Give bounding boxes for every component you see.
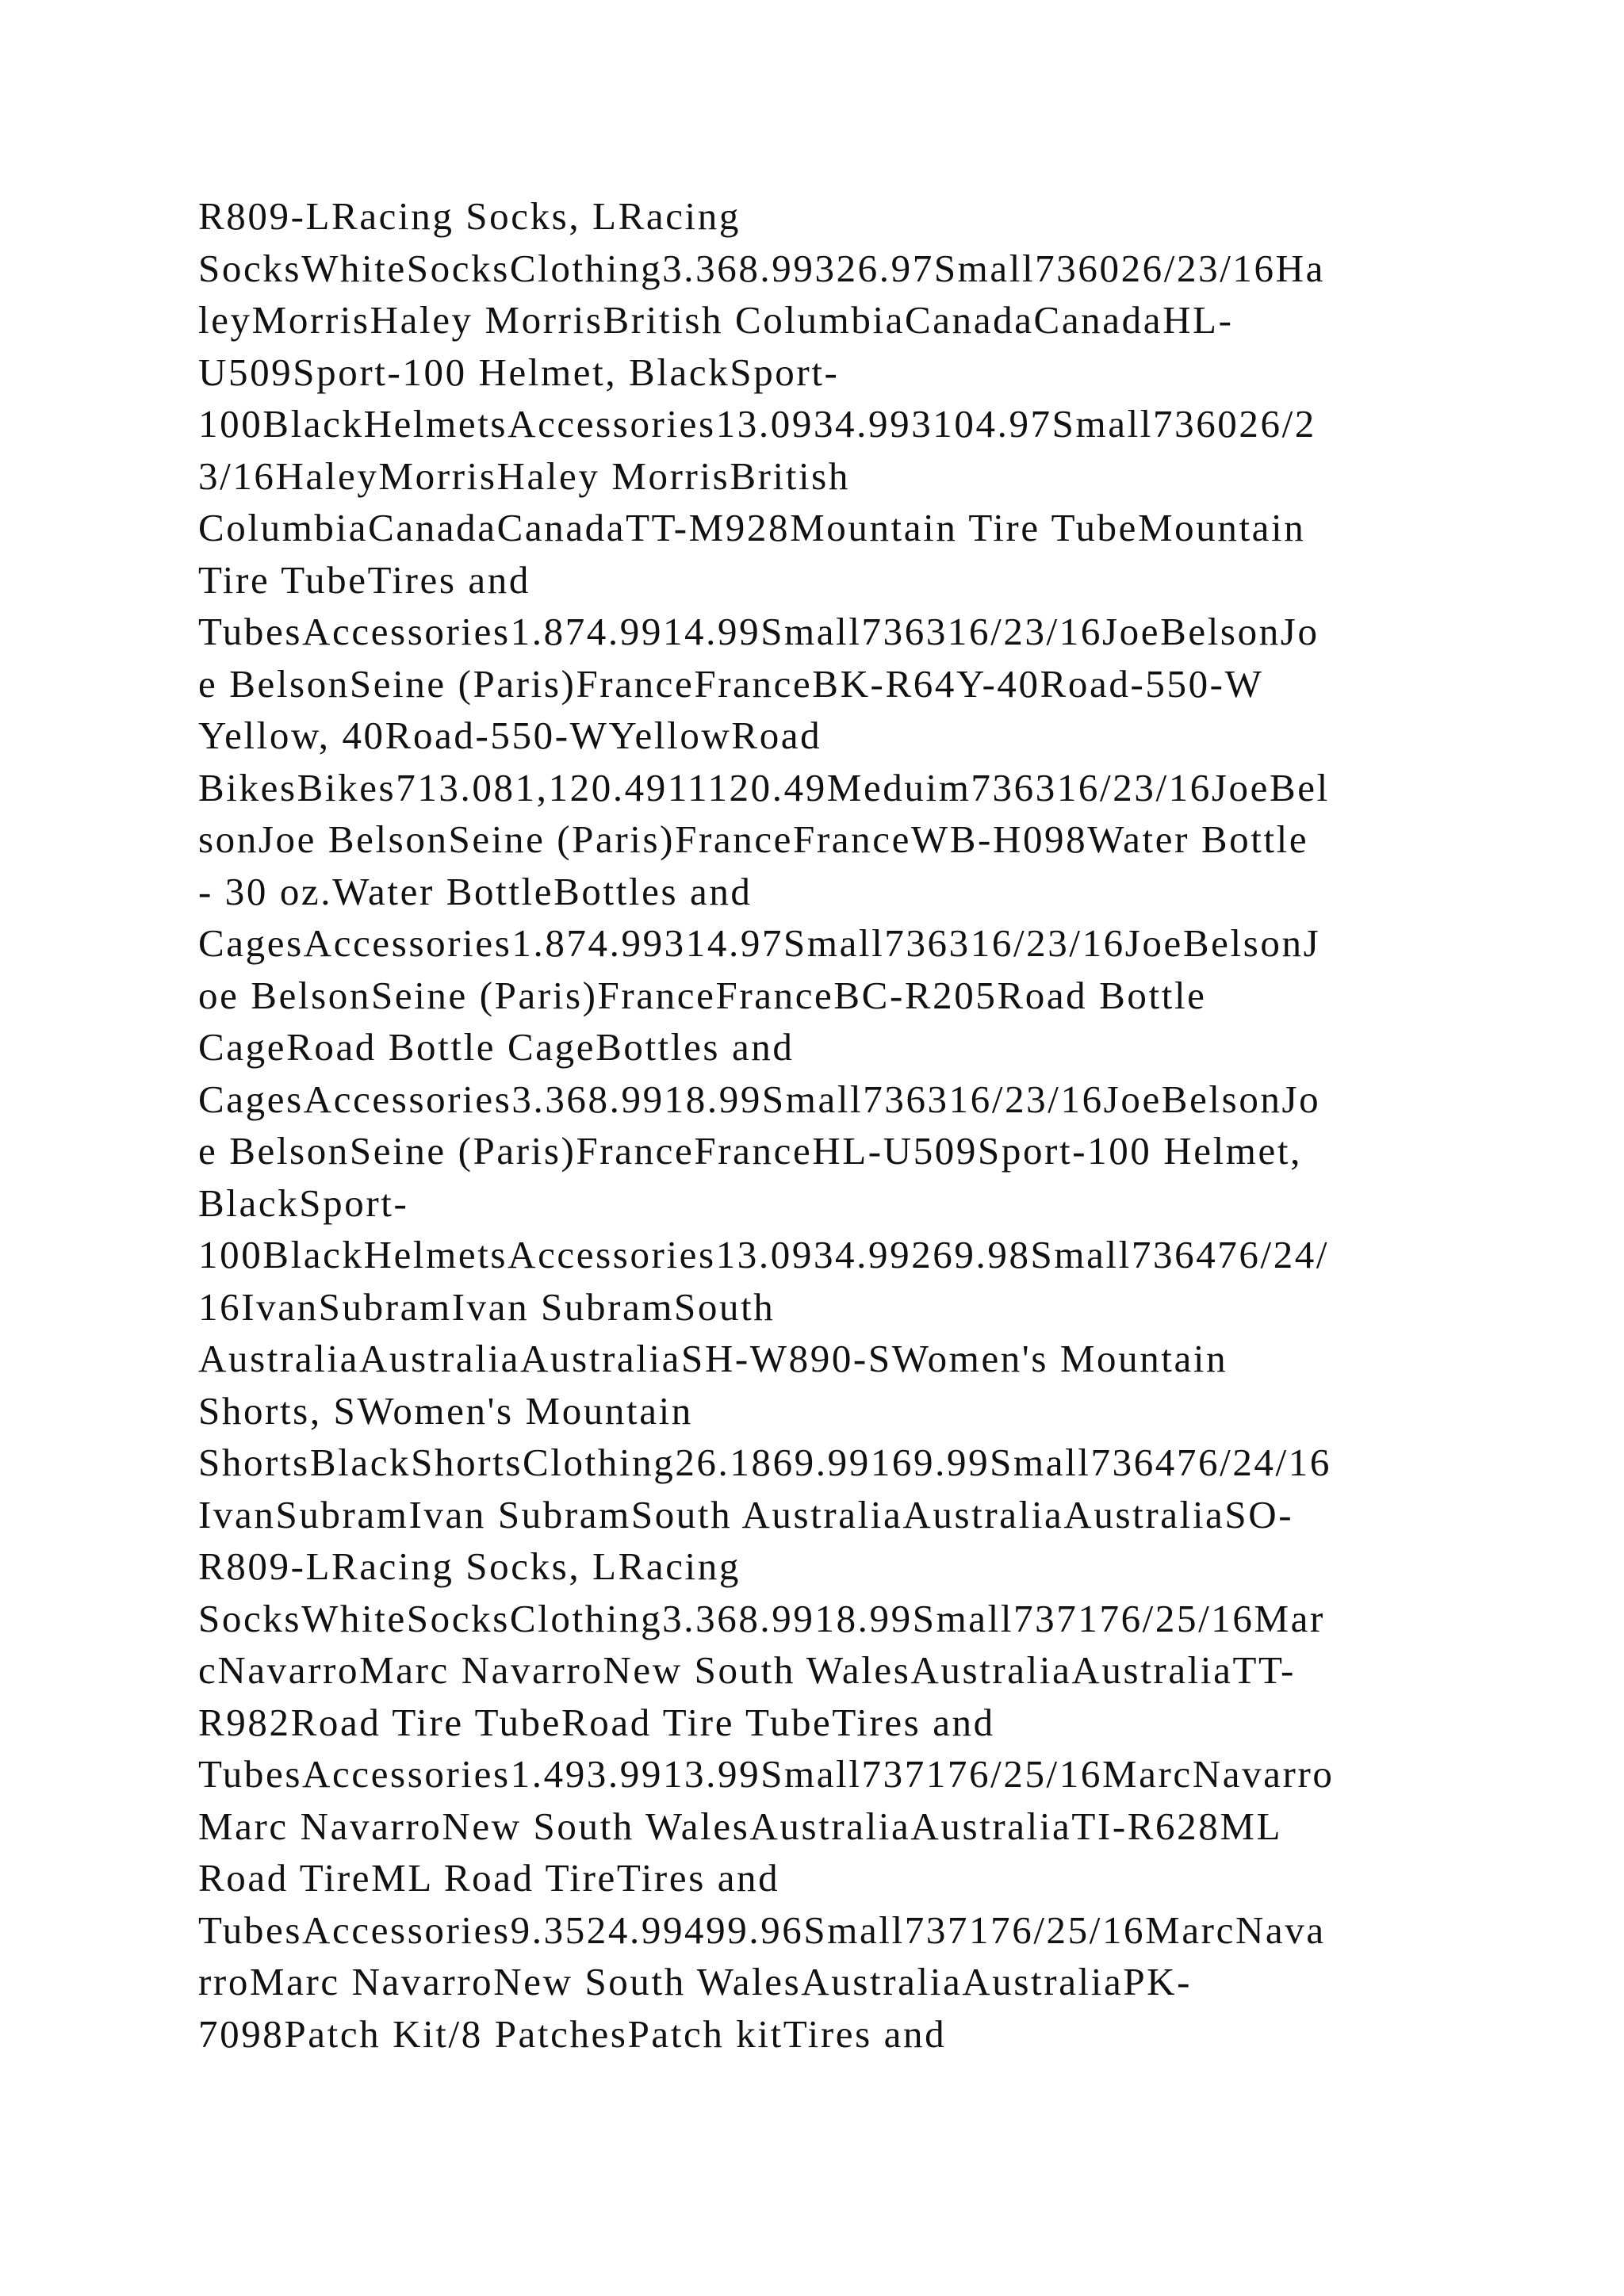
text-line: oe BelsonSeine (Paris)FranceFranceBC-R205Road Bottle	[198, 973, 1207, 1017]
text-line: rroMarc NavarroNew South WalesAustraliaAustraliaPK-	[198, 1960, 1193, 2003]
text-line: ShortsBlackShortsClothing26.1869.99169.99Small736476/24/16	[198, 1441, 1331, 1484]
text-line: - 30 oz.Water BottleBottles and	[198, 869, 753, 913]
text-line: Tire TubeTires and	[198, 557, 530, 602]
text-line: R982Road Tire TubeRoad Tire TubeTires and	[198, 1700, 995, 1744]
text-line: Yellow, 40Road-550-WYellowRoad	[198, 714, 822, 757]
text-line: SocksWhiteSocksClothing3.368.99326.97Small736026/23/16Ha	[198, 246, 1325, 290]
document-body-text	[198, 190, 1435, 2060]
text-line: TubesAccessories1.874.9914.99Small736316/23/16JoeBelsonJo	[198, 610, 1320, 653]
text-line: SocksWhiteSocksClothing3.368.9918.99Small737176/25/16Mar	[198, 1596, 1325, 1640]
text-line: Shorts, SWomen's Mountain	[198, 1388, 693, 1433]
text-line: Marc NavarroNew South WalesAustraliaAustraliaTI-R628ML	[198, 1804, 1283, 1848]
text-line: cNavarroMarc NavarroNew South WalesAustraliaAustraliaTT-	[198, 1648, 1296, 1692]
text-line: CageRoad Bottle CageBottles and	[198, 1025, 795, 1069]
text-line: TubesAccessories1.493.9913.99Small737176/25/16MarcNavarro	[198, 1752, 1335, 1796]
text-line: R809-LRacing Socks, LRacing	[198, 194, 741, 238]
text-line: sonJoe BelsonSeine (Paris)FranceFranceWB-H098Water Bottle	[198, 817, 1309, 861]
text-line: Road TireML Road TireTires and	[198, 1856, 780, 1900]
text-line: e BelsonSeine (Paris)FranceFranceBK-R64Y-40Road-550-W	[198, 661, 1264, 706]
text-line: CagesAccessories3.368.9918.99Small736316/23/16JoeBelsonJo	[198, 1077, 1321, 1121]
text-line: BlackSport-	[198, 1181, 409, 1225]
text-line: U509Sport-100 Helmet, BlackSport-	[198, 350, 840, 394]
text-line: 7098Patch Kit/8 PatchesPatch kitTires and	[198, 2011, 947, 2056]
text-line: 100BlackHelmetsAccessories13.0934.993104.97Small736026/2	[198, 402, 1316, 446]
text-line: R809-LRacing Socks, LRacing	[198, 1544, 741, 1588]
text-line: AustraliaAustraliaAustraliaSH-W890-SWomen's Mountain	[198, 1337, 1228, 1380]
text-line: 16IvanSubramIvan SubramSouth	[198, 1284, 776, 1329]
text-line: IvanSubramIvan SubramSouth AustraliaAustraliaAustraliaSO-	[198, 1492, 1294, 1536]
text-line: ColumbiaCanadaCanadaTT-M928Mountain Tire TubeMountain	[198, 506, 1306, 549]
text-line: 3/16HaleyMorrisHaley MorrisBritish	[198, 453, 850, 498]
text-line: leyMorrisHaley MorrisBritish ColumbiaCanadaCanadaHL-	[198, 298, 1234, 342]
text-line: 100BlackHelmetsAccessories13.0934.99269.98Small736476/24/	[198, 1233, 1330, 1276]
text-line: CagesAccessories1.874.99314.97Small736316/23/16JoeBelsonJ	[198, 921, 1321, 965]
text-line: e BelsonSeine (Paris)FranceFranceHL-U509Sport-100 Helmet,	[198, 1129, 1302, 1173]
text-line: TubesAccessories9.3524.99499.96Small737176/25/16MarcNava	[198, 1908, 1326, 1952]
text-line: BikesBikes713.081,120.4911120.49Meduim736316/23/16JoeBel	[198, 765, 1330, 809]
